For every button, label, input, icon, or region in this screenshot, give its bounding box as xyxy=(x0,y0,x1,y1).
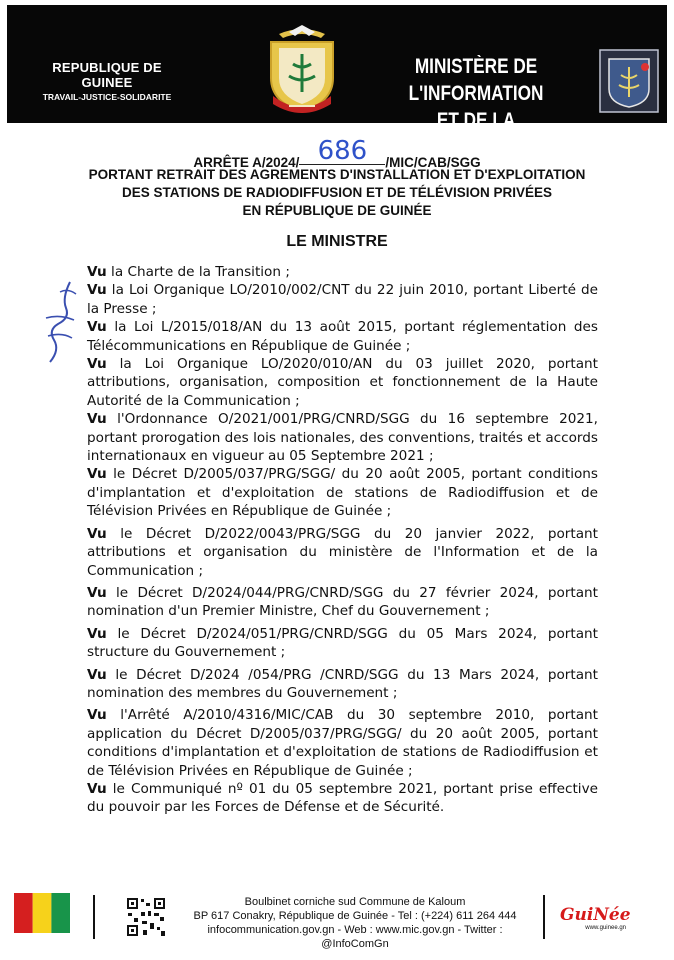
vu-item: Vu le Décret D/2024/051/PRG/CNRD/SGG du 05 Mars 2024, portant structure du Gouvernement ; xyxy=(87,625,599,661)
vu-item: Vu le Communiqué nº 01 du 05 septembre 2021, portant prise effective du pouvoir par les Forces de Défense et de Sécurité. xyxy=(87,780,598,816)
vu-item: Vu la Loi L/2015/018/AN du 13 août 2015, portant réglementation des Télécommunications en République de Guinée ; xyxy=(87,319,599,354)
ministry-logo-icon xyxy=(599,49,659,113)
vu-item: Vu l'Arrêté A/2010/4316/MIC/CAB du 30 septembre 2010, portant application du Décret D/2005/037/PRG/SGG/ du 20 août 2005, portant conditions d'implantation et d'exploitation de stations de Radiodiffusion et de Télévision Privées en République de Guinée ; xyxy=(87,707,598,779)
subject-line-1: PORTANT RETRAIT DES AGREMENTS D'INSTALLATION ET D'EXPLOITATION xyxy=(88,167,586,182)
considerations-list xyxy=(87,263,598,817)
vu-item: Vu le Décret D/2005/037/PRG/SGG/ du 20 août 2005, portant conditions d'implantation et d'exploitation de stations de Radiodiffusion et de Télévision Privées en République de Guinée ; xyxy=(87,466,598,520)
ministry-name-line1: MINISTÈRE DE L'INFORMATION xyxy=(408,55,544,105)
vu-item: Vu l'Ordonnance O/2021/001/PRG/CNRD/SGG du 16 septembre 2021, portant prorogation des lois nationales, des conventions, traités et accords internationaux en vigueur au 05 Septembre 2021 ; xyxy=(87,411,598,465)
qr-code-icon xyxy=(126,897,166,937)
footer-contact xyxy=(175,895,535,951)
vu-item: Vu le Décret D/2022/0043/PRG/SGG du 20 janvier 2022, portant attributions et organisation du ministère de l'Information et de la Communication ; xyxy=(87,525,599,579)
coat-of-arms-icon xyxy=(259,22,345,118)
country-block xyxy=(27,60,187,102)
vu-item: Vu le Décret D/2024/044/PRG/CNRD/SGG du 27 février 2024, portant nomination d'un Premier Ministre, Chef du Gouvernement ; xyxy=(87,584,599,620)
guinea-flag-icon xyxy=(14,893,70,933)
arrete-prefix: ARRÊTE A/2024/ xyxy=(193,155,300,170)
footer-divider xyxy=(543,895,545,939)
footer-web: infocommunication.gov.gn - Web : www.mic.gov.gn - Twitter : @InfoComGn xyxy=(207,924,503,950)
country-name: REPUBLIQUE DE GUINEE xyxy=(52,60,162,90)
subject-line-3: EN RÉPUBLIQUE DE GUINÉE xyxy=(242,203,432,218)
arrete-suffix: /MIC/CAB/SGG xyxy=(385,155,481,170)
subject-line-2: DES STATIONS DE RADIODIFFUSION ET DE TÉLÉVISION PRIVÉES xyxy=(121,185,553,200)
guinee-brand-site: www.guinee.gn xyxy=(585,925,626,931)
ministry-name-line2: ET DE LA COMMUNICATION xyxy=(401,109,551,159)
footer-phone: BP 617 Conakry, République de Guinée - Tel : (+224) 611 264 444 xyxy=(193,910,517,922)
footer-divider xyxy=(93,895,95,939)
guinee-brand-word: GuiNée xyxy=(560,905,631,925)
arrete-number: 686 xyxy=(299,138,385,165)
footer-address: Boulbinet corniche sud Commune de Kaloum xyxy=(244,896,466,908)
guinee-brand-logo xyxy=(560,905,630,937)
country-motto: TRAVAIL-JUSTICE-SOLIDARITE xyxy=(42,92,172,102)
vu-item: Vu la Charte de la Transition ; xyxy=(87,264,290,280)
vu-item: Vu le Décret D/2024 /054/PRG /CNRD/SGG du 13 Mars 2024, portant nomination des membres du Gouvernement ; xyxy=(87,666,598,701)
handwritten-initials-icon xyxy=(40,278,82,370)
ministry-name xyxy=(367,53,585,161)
minister-heading: LE MINISTRE xyxy=(286,233,388,250)
vu-item: Vu la Loi Organique LO/2010/002/CNT du 22 juin 2010, portant Liberté de la Presse ; xyxy=(87,282,598,317)
vu-item: Vu la Loi Organique LO/2020/010/AN du 03 juillet 2020, portant attributions, organisation, composition et fonctionnement de la Haute Autorité de la Communication ; xyxy=(87,356,598,409)
